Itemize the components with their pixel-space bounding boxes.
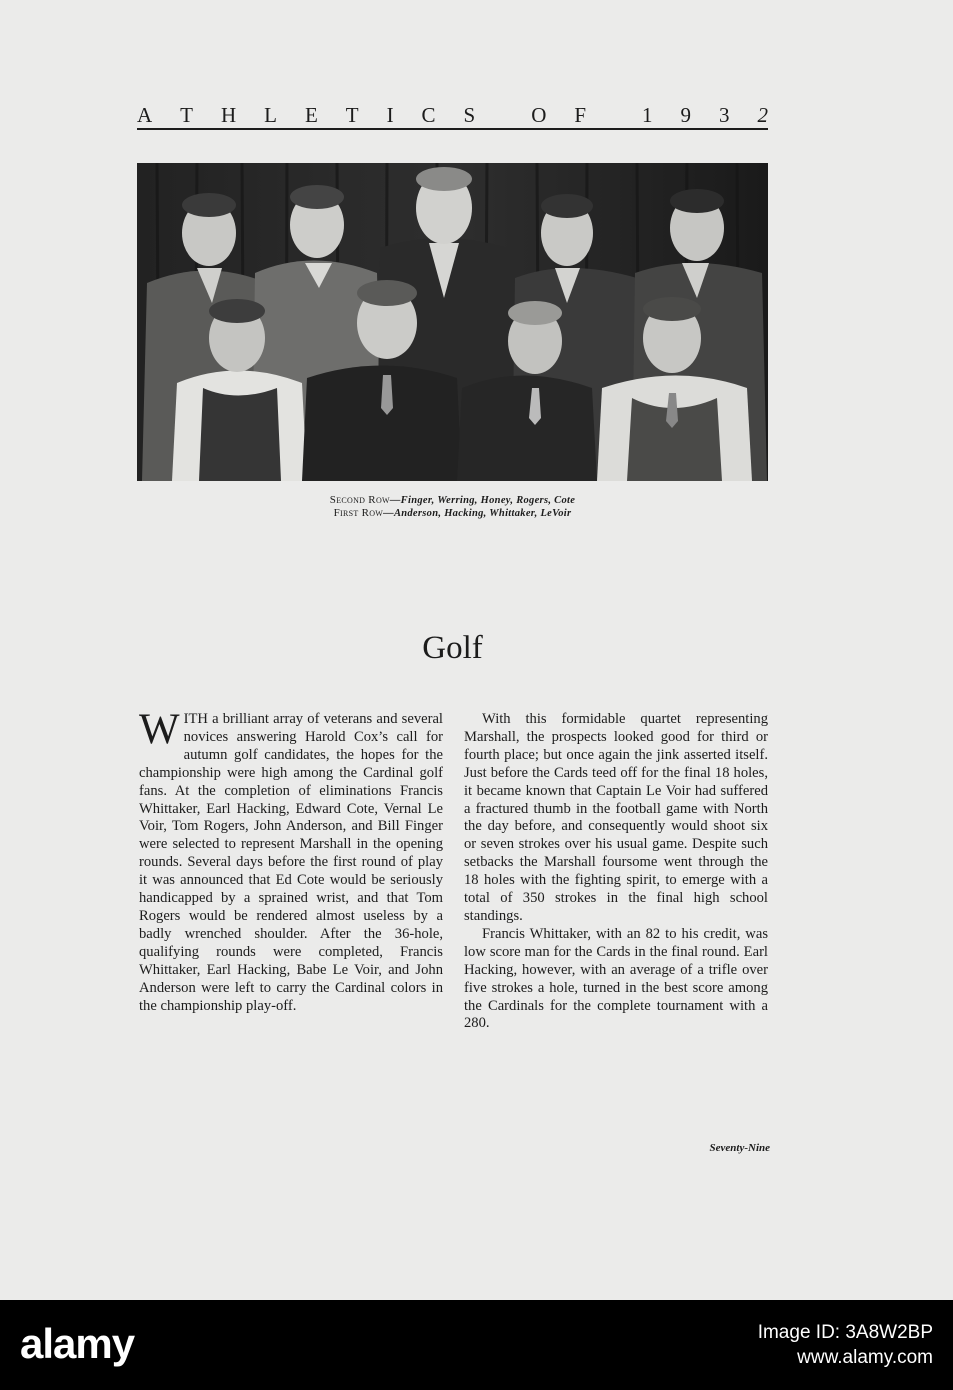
page-header (137, 103, 768, 129)
header-letter: T (180, 103, 193, 127)
caption-second-row-names: —Finger, Werring, Honey, Rogers, Cote (389, 495, 576, 506)
left-paragraph-text: ITH a brilliant array of veterans and several novices answering Harold Cox’s call for autumn golf candidates, the hopes for the championship were high among the Cardinal golf fans. At the completion of eliminations Francis Whittaker, Earl Hacking, Edward Cote, Vernal Le Voir, Tom Rogers, John Anderson, and Bill Finger were selected to represent Marshall in the opening rounds. Several days before the first round of play it was announced that Ed Cote would be seriously handicapped by a sprained wrist, and that Tom Rogers would be rendered almost useless by a badly wrenched shoulder. After the 36-hole, qualifying rounds were completed, Francis Whittaker, Earl Hacking, Babe Le Voir, and John Anderson were left to carry the Cardinal colors in the championship play-off. (139, 711, 443, 1014)
team-photo-illustration (137, 163, 768, 481)
header-letter: F (574, 103, 587, 127)
header-letter: 9 (680, 103, 692, 127)
header-letter: C (421, 103, 436, 127)
header-rule (137, 128, 768, 130)
caption-first-row-names: —Anderson, Hacking, Whittaker, LeVoir (383, 508, 572, 519)
header-letter: 2 (757, 103, 768, 127)
header-letter: T (345, 103, 359, 127)
photo-caption (137, 494, 768, 520)
page-number: Seventy-Nine (709, 1142, 770, 1154)
header-letter: O (531, 103, 547, 127)
header-letter: S (463, 103, 476, 127)
alamy-logo: alamy (20, 1320, 135, 1367)
header-letter: I (386, 103, 394, 127)
header-letter: A (137, 103, 153, 127)
header-letter: E (304, 103, 318, 127)
header-letter: H (220, 103, 237, 127)
article-column-right (464, 711, 768, 1033)
article-column-left (139, 706, 443, 1015)
article-paragraph: With this formidable quartet representing Marshall, the prospects looked good for third or fourth place; but once again the jink asserted itself. Just before the Cards teed off for the final 18 holes, it became known that Captain Le Voir had suffered a fractured thumb in the football game with North the day before, and consequently would shoot six or seven strokes over his usual game. Despite such setbacks the Marshall foursome went through the 18 holes with the fighting spirit, to emerge with a total of 350 strokes in the final high school standings. (464, 711, 768, 924)
header-letter: L (264, 103, 277, 127)
caption-first-row-label: First Row (333, 507, 384, 519)
site-url: www.alamy.com (797, 1347, 933, 1368)
header-letter: 3 (719, 103, 730, 127)
drop-cap: W (139, 706, 180, 753)
image-id-block (758, 1320, 933, 1370)
article-title: Golf (422, 630, 483, 666)
image-id: Image ID: 3A8W2BP (757, 1322, 933, 1343)
caption-second-row (137, 494, 768, 507)
article-paragraph: Francis Whittaker, with an 82 to his credit, was low score man for the Cards in the final round. Earl Hacking, however, with an average of a trifle over five strokes a hole, turned in the best score among the Cardinals for the complete tournament with a 280. (464, 925, 768, 1032)
team-photo (137, 163, 768, 481)
header-letter: 1 (642, 103, 653, 127)
caption-second-row-label: Second Row (329, 494, 390, 506)
article-paragraph (139, 706, 443, 1015)
caption-first-row (137, 507, 768, 520)
